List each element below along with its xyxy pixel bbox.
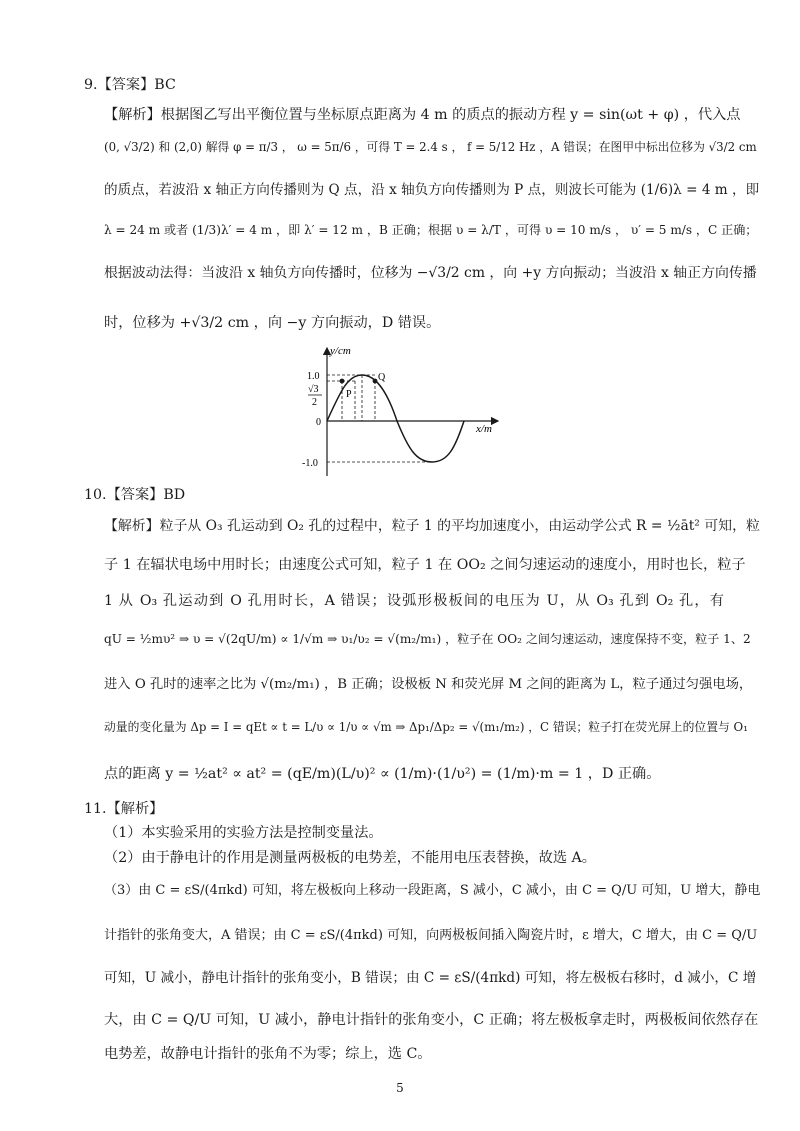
tick-top: 1.0 [307, 371, 320, 382]
q9-line-6: 时，位移为 +√3/2 cm ，向 −y 方向振动，D 错误。 [104, 315, 441, 331]
guide-lines [327, 375, 430, 462]
tick-zero: 0 [316, 417, 321, 428]
tick-bottom: -1.0 [302, 458, 318, 469]
q10-answer-label: 10.【答案】BD [84, 487, 186, 503]
q9-line-1: 【解析】根据图乙写出平衡位置与坐标原点距离为 4 m 的质点的振动方程 y = sin(ωt + φ) ，代入点 [104, 107, 741, 123]
tick-sqrt3: √3 [308, 384, 319, 395]
q9-answer-label: 9.【答案】BC [84, 77, 176, 93]
point-q [373, 379, 378, 384]
q11-line-1: （1）本实验采用的实验方法是控制变量法。 [104, 825, 383, 841]
q10-line-7: 点的距离 y = ½at² ∝ at² = (qE/m)(L/υ)² ∝ (1/m)·(1/υ²) = (1/m)·m = 1 ，D 正确。 [104, 766, 661, 782]
q10-line-6: 动量的变化量为 Δp = I = qEt ∝ t = L/υ ∝ 1/υ ∝ √m ⇒ Δp₁/Δp₂ = √(m₁/m₂) ，C 错误；粒子打在荧光屏上的位置与 O₁ [104, 720, 748, 734]
tick-den: 2 [312, 397, 317, 408]
q9-line-4: λ = 24 m 或者 (1/3)λ′ = 4 m ，即 λ′ = 12 m ，B 正确；根据 υ = λ/T ，可得 υ = 10 m/s ， υ′ = 5 m/s ，C 正确； [104, 223, 758, 237]
x-axis-label: x/m [476, 423, 492, 435]
label-p: P [346, 389, 352, 400]
q9-line-2: (0, √3/2) 和 (2,0) 解得 φ = π/3 ， ω = 5π/6 ，可得 T = 2.4 s ， f = 5/12 Hz ，A 错误；在图甲中标出位移为 √3/2 cm [104, 140, 757, 154]
q9-line-3: 的质点，若波沿 x 轴正方向传播则为 Q 点，沿 x 轴负方向传播则为 P 点，则波长可能为 (1/6)λ = 4 m ，即 [104, 182, 760, 198]
q10-line-4: qU = ½mυ² ⇒ υ = √(2qU/m) ∝ 1/√m ⇒ υ₁/υ₂ = √(m₂/m₁) ，粒子在 OO₂ 之间匀速运动，速度保持不变，粒子 1、2 [104, 632, 751, 646]
wave-figure [280, 342, 520, 480]
q11-line-5: 可知，U 减小，静电计指针的张角变小，B 错误；由 C = εS/(4πkd) 可知，将左极板右移时，d 减小，C 增 [104, 970, 757, 986]
point-p [340, 379, 345, 384]
q10-line-1: 【解析】粒子从 O₃ 孔运动到 O₂ 孔的过程中，粒子 1 的平均加速度小，由运动学公式 R = ½āt² 可知，粒 [104, 518, 760, 534]
q11-line-3: （3）由 C = εS/(4πkd) 可知，将左极板向上移动一段距离，S 减小，C 减小，由 C = Q/U 可知，U 增大，静电 [104, 883, 761, 898]
q10-line-3: 1 从 O₃ 孔运动到 O 孔用时长，A 错误；设弧形极板间的电压为 U，从 O₃ 孔到 O₂ 孔，有 [104, 593, 724, 609]
q10-line-2: 子 1 在辐状电场中用时长；由速度公式可知，粒子 1 在 OO₂ 之间匀速运动的速度小，用时也长，粒子 [104, 557, 746, 573]
label-q: Q [378, 372, 386, 383]
q11-line-7: 电势差，故静电计指针的张角不为零；综上，选 C。 [104, 1046, 432, 1062]
page-number: 5 [396, 1081, 404, 1095]
q11-answer-label: 11.【解析】 [84, 801, 164, 817]
q11-line-4: 计指针的张角变大，A 错误；由 C = εS/(4πkd) 可知，向两极板间插入陶瓷片时，ε 增大，C 增大，由 C = Q/U [104, 928, 758, 943]
q11-line-2: （2）由于静电计的作用是测量两极板的电势差，不能用电压表替换，故选 A。 [104, 850, 596, 866]
q11-line-6: 大，由 C = Q/U 可知，U 减小，静电计指针的张角变小，C 正确；将左极板拿走时，两极板间依然存在 [104, 1012, 759, 1028]
q10-line-5: 进入 O 孔时的速率之比为 √(m₂/m₁) ，B 正确；设极板 N 和荧光屏 M 之间的距离为 L，粒子通过匀强电场， [104, 677, 753, 692]
y-axis-label: y/cm [330, 345, 351, 357]
q9-line-5: 根据波动法得：当波沿 x 轴负方向传播时，位移为 −√3/2 cm ，向 +y 方向振动；当波沿 x 轴正方向传播 [104, 265, 757, 281]
